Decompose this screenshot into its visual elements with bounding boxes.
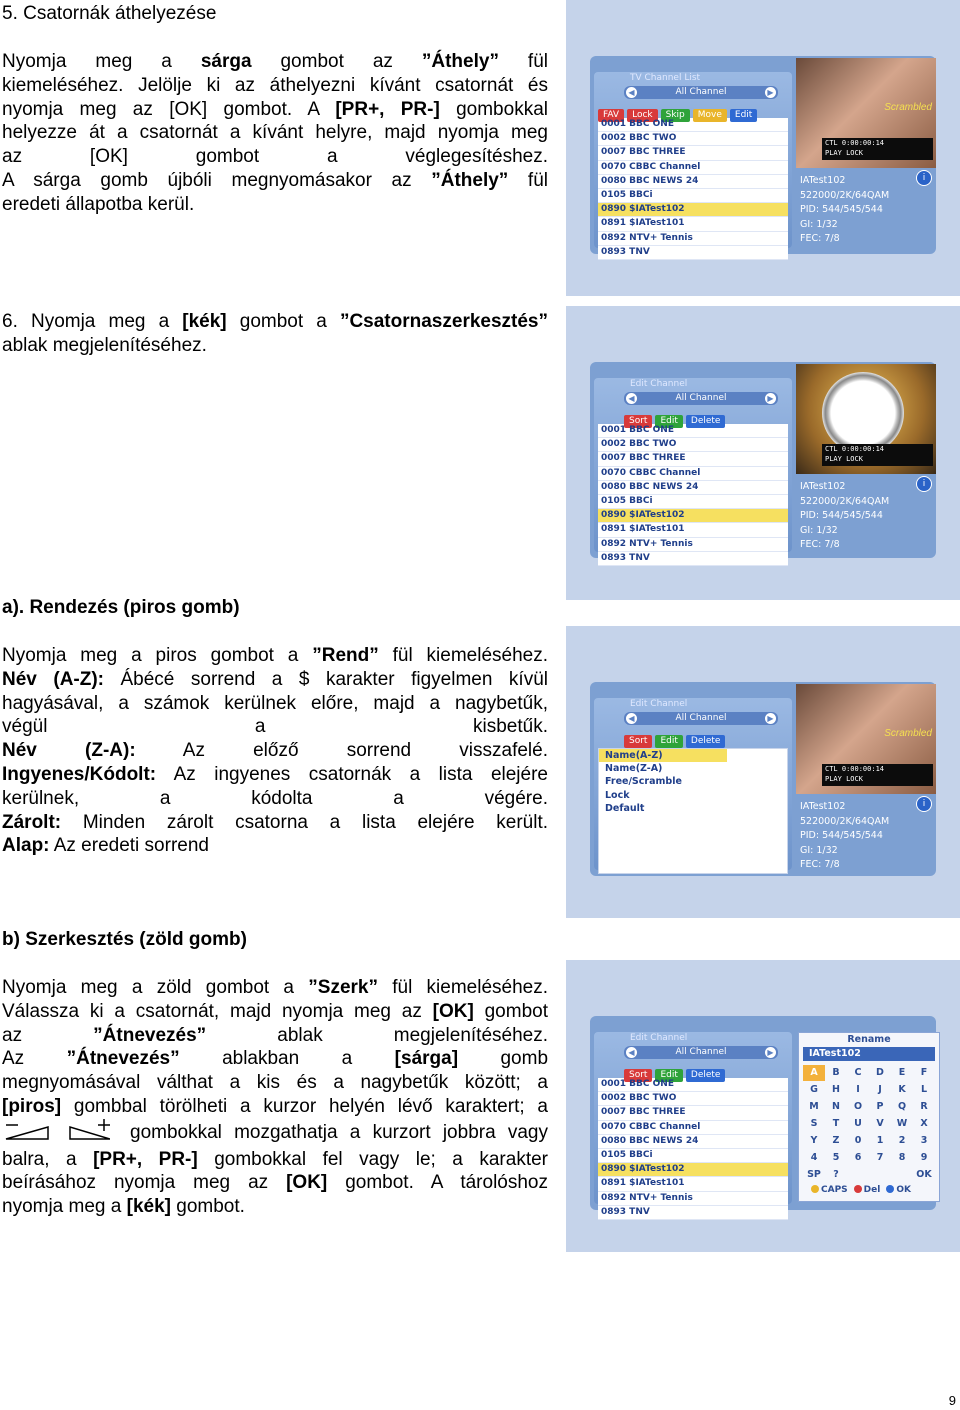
info-line: PID: 544/545/544 (800, 830, 883, 841)
section-6-body (2, 310, 548, 358)
key[interactable]: Y (810, 1135, 818, 1146)
text-run: sárga (200, 51, 252, 72)
text-run: gomb (458, 1048, 549, 1070)
key[interactable]: K (898, 1084, 906, 1095)
text-line (2, 1171, 548, 1195)
text-line (2, 1024, 548, 1048)
key[interactable]: 4 (810, 1152, 818, 1163)
playback-status (822, 764, 933, 786)
text-line (2, 976, 548, 1000)
footer-label: OK (896, 1185, 911, 1195)
text-line (2, 121, 548, 145)
cursor-keys-icon (2, 1119, 110, 1148)
info-line: FEC: 7/8 (800, 539, 840, 550)
key[interactable]: P (876, 1101, 884, 1112)
text-run: kerülnek, a kódolta a végére. (2, 787, 548, 809)
key[interactable]: SP (807, 1169, 821, 1180)
tab-sort[interactable]: Sort (624, 735, 652, 748)
info-line: GI: 1/32 (800, 844, 838, 856)
channel-row[interactable]: 0007 BBC THREE (598, 146, 788, 160)
key[interactable]: S (810, 1118, 818, 1129)
text-line (2, 644, 548, 668)
footer-label: Del (863, 1185, 881, 1195)
status-line: PLAY LOCK (825, 775, 863, 783)
text-line (2, 334, 548, 358)
tab-delete[interactable]: Delete (686, 415, 726, 428)
text-run: ”Rend” (312, 645, 379, 666)
text-run: Ingyenes/Kódolt: (2, 763, 157, 785)
color-buttons (598, 1062, 792, 1080)
video-preview (796, 58, 936, 168)
text-run: [PR+, PR-] (93, 1148, 198, 1170)
text-run: ”Áthely” (431, 169, 509, 191)
tab-edit[interactable]: Edit (655, 1069, 682, 1082)
text-run: az (2, 1024, 94, 1046)
info-line: PID: 544/545/544 (800, 204, 883, 215)
info-icon: i (916, 170, 932, 186)
channel-list (598, 118, 788, 260)
channel-row[interactable]: 0001 BBC ONE (598, 118, 788, 132)
channel-info (800, 174, 936, 247)
panel-title: Edit Channel (630, 379, 688, 389)
text-line (2, 1095, 548, 1119)
text-run: kiemeléséhez. Jelölje ki az áthelyezni kívánt csatornát és (2, 74, 548, 96)
text-run: [OK] (432, 1000, 474, 1022)
page-number: 9 (948, 1393, 956, 1408)
key[interactable]: 7 (876, 1152, 884, 1163)
channel-row[interactable]: 0002 BBC TWO (598, 438, 788, 452)
status-line: CTL 0:00:00:14 (825, 139, 885, 147)
channel-row[interactable]: 0001 BBC ONE (598, 424, 788, 438)
key[interactable]: U (854, 1118, 862, 1129)
tab-lock[interactable]: Lock (627, 109, 658, 122)
category-selector[interactable] (624, 86, 778, 99)
info-line: IATest102 (800, 175, 846, 186)
arrow-left-icon[interactable]: ◀ (626, 713, 637, 724)
text-run: fül kiemeléséhez. (378, 645, 548, 666)
section-5-heading: 5. Csatornák áthelyezése (2, 3, 217, 24)
category-selector[interactable] (624, 1046, 778, 1059)
key[interactable]: V (876, 1118, 884, 1129)
text-run: gombokkal (439, 98, 548, 120)
text-run: Nyomja meg a piros gombot a (2, 645, 313, 666)
channel-row[interactable]: 0890 $IATest102 (598, 1163, 788, 1177)
info-line: 522000/2K/64QAM (800, 189, 890, 201)
category-selector[interactable] (624, 392, 778, 405)
text-run: fül (508, 169, 548, 191)
video-preview (796, 684, 936, 794)
screenshot-edit-channel (566, 306, 960, 600)
sort-option[interactable]: Lock (605, 789, 630, 801)
screenshot-channel-list (566, 0, 960, 296)
text-run: gombot. (170, 1196, 245, 1218)
tab-move[interactable]: Move (693, 109, 727, 122)
text-run: A sárga gomb újbóli megnyomásakor az (2, 169, 432, 191)
panel-title: TV Channel List (630, 73, 701, 83)
channel-row[interactable]: 0893 TNV (598, 1206, 788, 1220)
screenshot-rename (566, 960, 960, 1252)
info-line: FEC: 7/8 (800, 859, 840, 870)
tab-skip[interactable]: Skip (661, 109, 690, 122)
info-line: PID: 544/545/544 (800, 510, 883, 521)
section-b (2, 928, 548, 952)
channel-row[interactable]: 0080 BBC NEWS 24 (598, 1135, 788, 1149)
text-run: Az ingyenes csatornák a lista elejére (156, 763, 548, 785)
tab-edit[interactable]: Edit (655, 415, 682, 428)
key[interactable]: I (856, 1084, 860, 1095)
sort-option[interactable]: Free/Scramble (605, 776, 682, 788)
info-line: GI: 1/32 (800, 218, 838, 230)
text-run: eredeti állapotba kerül. (2, 193, 195, 215)
section-a-body (2, 644, 548, 858)
channel-row[interactable]: 0080 BBC NEWS 24 (598, 481, 788, 495)
text-run: nyomja meg a (2, 1196, 127, 1218)
tab-delete[interactable]: Delete (686, 1069, 726, 1082)
key[interactable]: Z (832, 1135, 840, 1146)
text-run: Az előző sorrend visszafelé. (135, 740, 548, 762)
text-run: [PR+, PR-] (335, 98, 440, 120)
channel-row[interactable]: 0080 BBC NEWS 24 (598, 175, 788, 189)
category-label: All Channel (675, 87, 727, 97)
text-run: ”Áthely” (421, 51, 499, 72)
section-5 (2, 2, 548, 26)
tab-sort[interactable]: Sort (624, 1069, 652, 1082)
text-line (2, 169, 548, 193)
info-line: GI: 1/32 (800, 524, 838, 536)
text-run: [piros] (2, 1095, 62, 1117)
text-run: gombot. A (207, 98, 336, 120)
channel-row[interactable]: 0002 BBC TWO (598, 1092, 788, 1106)
section-b-body (2, 976, 548, 1219)
key[interactable]: N (832, 1101, 840, 1112)
text-run: gombokkal mozgathatja a kurzort jobbra vagy (130, 1121, 548, 1143)
key[interactable]: O (853, 1101, 863, 1112)
channel-info (800, 800, 936, 873)
info-icon: i (916, 476, 932, 492)
text-line (2, 98, 548, 122)
text-line (2, 715, 548, 739)
text-line (2, 1148, 548, 1172)
key[interactable]: A (803, 1065, 825, 1081)
key[interactable]: L (920, 1084, 928, 1095)
key[interactable]: D (876, 1067, 884, 1078)
key[interactable]: 3 (920, 1135, 928, 1146)
text-line (2, 692, 548, 716)
key[interactable]: H (832, 1084, 840, 1095)
button-dot-icon (854, 1185, 862, 1193)
channel-row[interactable]: 0070 CBBC Channel (598, 1121, 788, 1135)
text-run: ablak megjelenítéséhez. (2, 334, 207, 356)
text-run: Nyomja meg a zöld gombot a (2, 977, 309, 998)
text-run: gombokkal fel vagy le; a karakter (197, 1148, 548, 1170)
text-run: Minden zárolt csatorna a lista elejére került. (61, 811, 548, 833)
channel-row[interactable]: 0070 CBBC Channel (598, 467, 788, 481)
key[interactable]: T (832, 1118, 840, 1129)
status-line: CTL 0:00:00:14 (825, 445, 885, 453)
text-line (2, 145, 548, 169)
key[interactable]: OK (916, 1169, 932, 1180)
category-label: All Channel (675, 393, 727, 403)
text-line (2, 668, 548, 692)
key[interactable] (869, 1167, 891, 1183)
text-run: [OK] (286, 1172, 328, 1194)
rename-title: Rename (847, 1034, 891, 1045)
text-run: balra, a (2, 1148, 94, 1170)
text-line (2, 50, 548, 74)
text-line (2, 1119, 548, 1148)
channel-row[interactable]: 0892 NTV+ Tennis (598, 1192, 788, 1206)
color-buttons (598, 728, 792, 746)
text-run: ablak megjelenítéséhez. (206, 1024, 548, 1046)
text-line (2, 310, 548, 334)
key[interactable]: 2 (898, 1135, 906, 1146)
text-line (2, 1195, 548, 1219)
text-run: Nyomja meg a (2, 51, 201, 72)
channel-row[interactable]: 0893 TNV (598, 552, 788, 566)
text-run: Ábécé sorrend a $ karakter figyelmen kívül (104, 668, 548, 690)
channel-info (800, 480, 936, 553)
panel-title: Edit Channel (630, 699, 688, 709)
channel-row[interactable]: 0891 $IATest101 (598, 1177, 788, 1191)
tab-sort[interactable]: Sort (624, 415, 652, 428)
sort-menu (598, 748, 788, 874)
text-run: nyomja meg az (2, 98, 170, 120)
channel-row[interactable]: 0002 BBC TWO (598, 132, 788, 146)
key[interactable]: J (878, 1084, 882, 1095)
key[interactable]: B (832, 1067, 840, 1078)
text-run: hagyásával, a számok kerülnek előre, majd a nagybetűk, (2, 692, 548, 714)
keyboard-grid (799, 1061, 939, 1183)
key[interactable]: 5 (832, 1152, 840, 1163)
category-selector[interactable] (624, 712, 778, 725)
text-run: [kék] (126, 1196, 171, 1218)
text-run: gombot a (226, 311, 340, 332)
key[interactable]: 1 (876, 1135, 884, 1146)
channel-panel (594, 1032, 792, 1217)
tab-delete[interactable]: Delete (686, 735, 726, 748)
key[interactable]: M (809, 1101, 819, 1112)
text-line (2, 811, 548, 835)
section-a-heading: a). Rendezés (piros gomb) (2, 597, 240, 618)
status-line: CTL 0:00:00:14 (825, 765, 885, 773)
text-line (2, 834, 548, 858)
text-run: [sárga] (394, 1048, 459, 1070)
key[interactable]: G (810, 1084, 818, 1095)
key[interactable] (847, 1167, 869, 1183)
playback-status (822, 444, 933, 466)
text-run: helyezze át a csatornát a kívánt helyre, majd nyomja meg (2, 122, 548, 144)
section-b-heading: b) Szerkesztés (zöld gomb) (2, 929, 247, 950)
info-line: 522000/2K/64QAM (800, 815, 890, 827)
key[interactable]: 9 (920, 1152, 928, 1163)
channel-row[interactable]: 0070 CBBC Channel (598, 161, 788, 175)
text-line (2, 763, 548, 787)
arrow-left-icon[interactable]: ◀ (626, 87, 637, 98)
screenshot-sort-menu (566, 626, 960, 918)
text-run: Az (2, 1048, 67, 1070)
text-run: ”Átnevezés” (66, 1048, 180, 1070)
tab-edit[interactable]: Edit (655, 735, 682, 748)
channel-row[interactable]: 0891 $IATest101 (598, 523, 788, 537)
text-run: fül (498, 51, 548, 72)
key[interactable]: E (898, 1067, 906, 1078)
key[interactable]: ? (833, 1169, 839, 1180)
text-run: gombot az (251, 51, 422, 72)
text-line (2, 787, 548, 811)
text-run: ablakban a (179, 1048, 395, 1070)
text-run: végül a kisbetűk. (2, 716, 548, 738)
color-buttons (598, 102, 792, 120)
text-line (2, 1000, 548, 1024)
channel-row[interactable]: 0892 NTV+ Tennis (598, 232, 788, 246)
channel-list (598, 1078, 788, 1220)
rename-input[interactable]: IATest102 (803, 1047, 935, 1061)
channel-list (598, 424, 788, 566)
text-run: Alap: (2, 835, 50, 857)
channel-panel (594, 698, 792, 870)
key[interactable]: C (854, 1067, 862, 1078)
key[interactable]: F (920, 1067, 928, 1078)
text-run: fül kiemeléséhez. (377, 977, 548, 998)
text-run: megnyomásával válthat a kis és a nagybetűk között; a (2, 1072, 548, 1094)
tab-edit[interactable]: Edit (730, 109, 757, 122)
section-5-body (2, 50, 548, 217)
sort-option[interactable]: Name(Z-A) (605, 763, 663, 775)
status-line: PLAY LOCK (825, 149, 863, 157)
text-run: gombot. A tárolóshoz (327, 1172, 548, 1194)
info-line: 522000/2K/64QAM (800, 495, 890, 507)
sort-option[interactable]: Name(A-Z) (599, 749, 727, 762)
info-line: IATest102 (800, 481, 846, 492)
text-run: Zárolt: (2, 811, 62, 833)
text-run: beírásához nyomja meg az (2, 1172, 287, 1194)
text-run: az [OK] gombot a véglegesítéshez. (2, 146, 548, 168)
channel-row[interactable]: 0890 $IATest102 (598, 203, 788, 217)
text-line (2, 1047, 548, 1071)
arrow-right-icon[interactable]: ▶ (765, 87, 776, 98)
key[interactable] (891, 1167, 913, 1183)
alarm-clock-image (822, 372, 904, 454)
scrambled-label: Scrambled (884, 728, 932, 739)
key[interactable]: Q (897, 1101, 907, 1112)
color-buttons (598, 408, 792, 426)
text-run: Név (Z-A): (2, 740, 136, 762)
text-run: ”Szerk” (308, 977, 378, 998)
text-run: gombot (473, 1000, 548, 1022)
key[interactable]: X (920, 1118, 928, 1129)
category-label: All Channel (675, 1047, 727, 1057)
section-a (2, 596, 548, 620)
channel-row[interactable]: 0105 BBCi (598, 1149, 788, 1163)
category-label: All Channel (675, 713, 727, 723)
button-dot-icon (811, 1185, 819, 1193)
arrow-left-icon[interactable]: ◀ (626, 1047, 637, 1058)
button-dot-icon (886, 1185, 894, 1193)
text-run: Válassza ki a csatornát, majd nyomja meg az (2, 1000, 433, 1022)
key[interactable]: 8 (898, 1152, 906, 1163)
key[interactable]: W (896, 1118, 908, 1129)
info-line: FEC: 7/8 (800, 233, 840, 244)
footer-label: CAPS (821, 1185, 848, 1195)
rename-footer (799, 1185, 939, 1195)
text-run: [OK] (169, 98, 208, 120)
rename-dialog (798, 1032, 940, 1202)
key[interactable]: 0 (854, 1135, 862, 1146)
channel-panel (594, 72, 792, 257)
channel-row[interactable]: 0105 BBCi (598, 495, 788, 509)
text-run: gombbal törölheti a kurzor helyén lévő karaktert; a (61, 1095, 548, 1117)
key[interactable]: 6 (854, 1152, 862, 1163)
info-icon: i (916, 796, 932, 812)
arrow-right-icon[interactable]: ▶ (765, 713, 776, 724)
status-line: PLAY LOCK (825, 455, 863, 463)
text-run: 6. Nyomja meg a (2, 311, 183, 332)
key[interactable]: R (920, 1101, 928, 1112)
channel-row[interactable]: 0007 BBC THREE (598, 1106, 788, 1120)
channel-row[interactable]: 0893 TNV (598, 246, 788, 260)
text-run: Az eredeti sorrend (49, 835, 209, 857)
channel-row[interactable]: 0891 $IATest101 (598, 217, 788, 231)
text-run: ”Csatornaszerkesztés” (339, 311, 548, 332)
panel-title: Edit Channel (630, 1033, 688, 1043)
channel-row[interactable]: 0105 BBCi (598, 189, 788, 203)
channel-row[interactable]: 0007 BBC THREE (598, 452, 788, 466)
arrow-right-icon[interactable]: ▶ (765, 1047, 776, 1058)
playback-status (822, 138, 933, 160)
scrambled-label: Scrambled (884, 102, 932, 113)
info-line: IATest102 (800, 801, 846, 812)
channel-panel (594, 378, 792, 563)
video-preview (796, 364, 936, 474)
channel-row[interactable]: 0890 $IATest102 (598, 509, 788, 523)
text-line (2, 193, 548, 217)
sort-option[interactable]: Default (605, 802, 645, 814)
arrow-right-icon[interactable]: ▶ (765, 393, 776, 404)
text-run: ”Átnevezés” (93, 1024, 207, 1046)
text-line (2, 74, 548, 98)
channel-row[interactable]: 0892 NTV+ Tennis (598, 538, 788, 552)
arrow-left-icon[interactable]: ◀ (626, 393, 637, 404)
channel-row[interactable]: 0001 BBC ONE (598, 1078, 788, 1092)
tab-fav[interactable]: FAV (598, 109, 624, 122)
text-run: Név (A-Z): (2, 668, 104, 690)
text-run: [kék] (182, 311, 227, 332)
text-line (2, 1071, 548, 1095)
text-line (2, 739, 548, 763)
